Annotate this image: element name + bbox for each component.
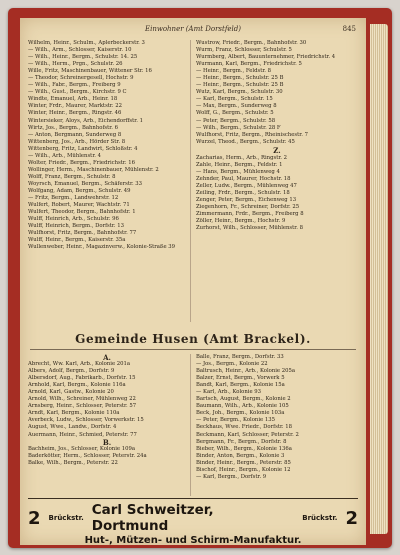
directory-entry: Wulff, Heinrich, Arb., Schulstr. 96 (28, 216, 119, 223)
directory-entry: — Heinr., Bergm., Schulstr. 25 B (196, 75, 284, 82)
directory-entry: Wulff, Heinr., Bergm., Kaiserstr. 35a (28, 237, 126, 244)
directory-entry: Wullenweber, Heinr., Magazinverw., Kolonie-Straße 39 (28, 244, 176, 251)
directory-entry: Bischof, Heinr., Bergm., Kolonie 12 (196, 466, 291, 473)
directory-entry: Arnsberg, Heinr., Schlosser, Peterstr. 57 (28, 403, 137, 410)
directory-entry: Wurzel, Theod., Bergm., Schulstr. 45 (196, 138, 295, 145)
directory-entry: Wolff, Franz, Bergm., Schulstr. 8 (28, 173, 116, 180)
upper-right-column (196, 40, 358, 322)
directory-entry: Beck, Joh., Bergm., Kolonie 103a (196, 410, 285, 417)
directory-entry: Wurm, Franz, Schlosser, Schulstr. 5 (196, 47, 292, 54)
directory-entry: — Peter, Bergm., Kolonie 135 (196, 417, 275, 424)
directory-entry: — Heinr., Bergm., Schulstr. 25 B (196, 82, 284, 89)
directory-entry: Bieber, Wilh., Bergm., Kolonie 136a (196, 445, 292, 452)
directory-entry: — Wilh., Arb., Mühlenstr. 4 (28, 152, 102, 159)
directory-entry: Bandt, Karl, Bergm., Kolonie 15a (196, 382, 285, 389)
directory-entry: — Fritz, Bergm., Landwehrstr. 12 (28, 195, 119, 202)
directory-entry: Arnold, Karl, Gastw., Kolonie 20 (28, 389, 114, 396)
directory-entry: Zehnder, Paul, Maurer, Hochstr. 18 (196, 175, 291, 182)
page-number: 845 (342, 25, 356, 33)
directory-entry: Beckhaus, Wwe. Friedr., Dorfstr. 18 (196, 424, 293, 431)
directory-entry: Balke, Wilh., Bergm., Peterstr. 22 (28, 459, 118, 466)
ad-number-left: 2 (28, 507, 41, 529)
directory-entry: — Karl, Bergm., Dorfstr. 9 (196, 473, 267, 480)
directory-entry: Wittenberg, Fritz, Landwirt, Schloßstr. 4 (28, 145, 138, 152)
page-edges (370, 24, 388, 534)
book-cover (8, 8, 392, 548)
directory-entry: — Peter, Bergm., Schulstr. 58 (196, 117, 276, 124)
column-divider-top (190, 40, 191, 322)
directory-entry: — Wilh., Gust., Bergm., Kirchstr. 9 C (28, 89, 127, 96)
letter-heading-a: A. (103, 354, 111, 362)
directory-entry: Zeller, Ludw., Bergm., Mühlenweg 47 (196, 182, 297, 189)
directory-entry: August, Wwe., Landw., Dorfstr. 4 (28, 424, 117, 431)
ad-street-right: Brückstr. (302, 514, 338, 522)
directory-entry: Wulfhorst, Fritz, Bergm., Bahnhofstr. 77 (28, 230, 137, 237)
directory-entry: Binder, Anton, Bergm., Kolonie 3 (196, 452, 285, 459)
directory-entry: Wirtz, Jos., Bergm., Bahnhofstr. 6 (28, 124, 118, 131)
directory-entry: — Jos., Bergm., Kolonie 22 (196, 361, 268, 368)
lower-left-column (28, 354, 186, 496)
directory-entry: Zurhorst, Wilh., Schlosser, Mühlenstr. 8 (196, 225, 303, 232)
directory-entry: Zeiling, Frdr., Bergm., Schulstr. 18 (196, 189, 290, 196)
directory-entry: — Karl, Bergm., Schulstr. 15 (196, 96, 273, 103)
directory-entry: Zimmermann, Frdr., Bergm., Freiberg 8 (196, 211, 304, 218)
directory-entry: — Theodor, Schreinergesell, Hochstr. 9 (28, 75, 134, 82)
directory-entry: Abrecht, Ww. Karl, Arb., Kolonie 201a (28, 361, 131, 368)
directory-entry: Woyrsch, Emanuel, Bergm., Schäferstr. 33 (28, 180, 143, 187)
directory-entry: Baumann, Wilh., Arb., Kolonie 105 (196, 403, 289, 410)
running-title: Einwohner (Amt Dorstfeld) (144, 25, 242, 33)
directory-entry: Wurmann, Karl, Bergm., Friedrichstr. 5 (196, 61, 302, 68)
directory-entry: — Wilh., Herm., Prgn., Schulstr. 26 (28, 61, 123, 68)
directory-entry: Beckmann, Karl, Schlosser, Peterstr. 2 (196, 431, 299, 438)
directory-entry: Wutz, Karl, Bergm., Schulstr. 30 (196, 89, 283, 96)
directory-entry: Wittenberg, Jos., Arb., Hörder Str. 8 (28, 138, 126, 145)
directory-entry: Winter, Frdr., Maurer, Marktstr. 22 (28, 103, 122, 110)
directory-entry: — Heinr., Bergm., Feldstr. 8 (196, 68, 272, 75)
directory-entry: Arndt, Karl, Bergm., Kolonie 110a (28, 410, 120, 417)
directory-entry: Bachheim, Jos., Schlosser, Kolonie 109a (28, 445, 135, 452)
section-title: Gemeinde Husen (Amt Brackel). (75, 332, 311, 346)
directory-entry: Binder, Heinr., Bergm., Peterstr. 85 (196, 459, 291, 466)
directory-entry: Zenger, Peter, Bergm., Eichenweg 13 (196, 197, 297, 204)
directory-entry: — Wilh., Fabr., Bergm., Freiberg 9 (28, 82, 121, 89)
ad-company-name: Carl Schweitzer, Dortmund (91, 502, 214, 534)
directory-entry: Wilhelm, Heinr., Schulm., Aplerbeckerstr. 3 (28, 40, 145, 46)
directory-entry: Wulfert, Theodor, Bergm., Bahnhofstr. 1 (28, 209, 136, 216)
letter-heading-b: B. (102, 437, 112, 447)
section-rule (30, 349, 356, 350)
lower-right-column (196, 354, 358, 496)
directory-entry: Wustrow, Friedr., Bergm., Bahnhofstr. 30 (196, 40, 307, 46)
directory-entry: Auermann, Heinr., Schmied, Peterstr. 77 (28, 431, 137, 438)
directory-entry: Ziegenhorn, Fr., Schreiner, Dorfstr. 25 (196, 204, 300, 211)
directory-entry: — Wilh., Bergm., Schulstr. 28 F (196, 124, 281, 131)
directory-entry: — Max, Bergm., Sunderweg 8 (196, 103, 277, 110)
directory-entry: Albersdorf, Aug., Fabrikarb., Dorfstr. 15 (28, 375, 136, 382)
ad-tagline: Hut-, Mützen- und Schirm-Manufaktur. (84, 535, 302, 545)
upper-left-column (28, 40, 186, 322)
directory-entry: Wollinger, Herm., Maschinenbauer, Mühlenstr. 2 (28, 166, 159, 173)
directory-entry: Balzer, Ernst, Bergm., Vorwerk 5 (196, 375, 285, 382)
directory-entry: Baderkötter, Herm., Schlosser, Peterstr. 24a (28, 452, 147, 459)
directory-entry: Bergmann, Fr., Bergm., Dorfstr. 8 (196, 438, 287, 445)
directory-entry: Wurmberg, Albert, Bauunternehmer, Friedrichstr. 4 (196, 54, 336, 61)
column-divider-bottom (190, 354, 191, 496)
directory-entry: Wulff, Heinrich, Bergm., Dorfstr. 13 (28, 223, 124, 230)
directory-entry: Wulfert, Robert, Maurer, Wachtstr. 71 (28, 202, 130, 209)
directory-entry: Zöller, Heinr., Bergm., Hochstr. 9 (196, 218, 286, 225)
directory-entry: Albers, Adolf, Bergm., Dorfstr. 9 (28, 368, 115, 375)
directory-entry: Averbeck, Ludw., Schlosser, Vorwerkstr. 15 (28, 417, 144, 424)
directory-entry: — Hans, Bergm., Mühlenweg 4 (196, 168, 280, 175)
directory-entry: Wille, Fritz, Maschinenbauer, Wittener Str. 16 (28, 68, 152, 75)
ad-street-left: Brückstr. (48, 514, 84, 522)
directory-entry: Baltrusch, Heinr., Arb., Kolonie 205a (196, 368, 296, 375)
directory-entry: Windte, Emanuel, Arb., Heinr. 18 (28, 96, 118, 103)
directory-entry: Arnhold, Karl, Bergm., Kolonie 116a (28, 382, 126, 389)
directory-entry: Zacharias, Herm., Arb., Ringstr. 2 (196, 154, 288, 161)
directory-entry: Wolfgang, Adam, Bergm., Schulstr. 49 (28, 187, 131, 194)
directory-entry: — Wilh., Arm., Schlosser, Kaiserstr. 10 (28, 47, 132, 54)
directory-entry: — Wilh., Heinr., Bergm., Schulstr. 14. 25 (28, 54, 138, 61)
directory-entry: Balle, Franz, Bergm., Dorfstr. 33 (196, 354, 284, 360)
directory-entry: Zahle, Heinr., Bergm., Feldstr. 1 (196, 161, 283, 168)
directory-entry: Wulfhorst, Fritz, Bergm., Rheinischestr. 7 (196, 131, 308, 138)
directory-entry: Winter, Heinr., Bergm., Ringstr. 46 (28, 110, 122, 117)
directory-entry: Wolff, G., Bergm., Schulstr. 5 (196, 110, 274, 117)
letter-heading-z: Z. (273, 145, 281, 155)
directory-entry: Wolter, Friedr., Bergm., Friedrichstr. 16 (28, 159, 135, 166)
directory-page (20, 18, 366, 545)
directory-entry: — Karl, Arb., Kolonie 93 (196, 389, 262, 396)
advertisement (28, 498, 358, 545)
directory-entry: Arnold, Wilh., Schreiner, Mühlenweg 22 (28, 396, 136, 403)
directory-entry: Bartsch, August, Bergm., Kolonie 2 (196, 396, 291, 403)
ad-number-right: 2 (345, 507, 358, 529)
directory-entry: — Anton, Bergmann, Sunderweg 8 (28, 131, 122, 138)
directory-entry: Wintersieker, Aloys, Arb., Eichendorffstr. 1 (28, 117, 143, 124)
page-header (28, 25, 358, 37)
